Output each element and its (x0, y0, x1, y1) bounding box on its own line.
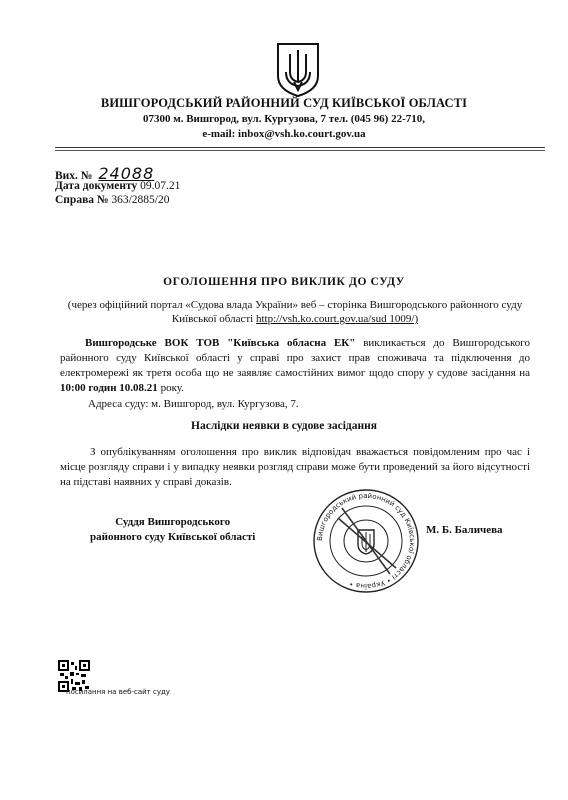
court-seal (312, 488, 420, 594)
publication-note-text: (через офіційний портал «Судова влада України» веб – сторінка Вишгородського районного суду Київської області (67, 299, 523, 325)
judge-title-line2: районного суду Київської області (90, 531, 256, 543)
judge-name: М. Б. Баличева (426, 524, 503, 536)
outgoing-number-handwritten: 24088 (98, 164, 155, 183)
case-value: 363/2885/20 (111, 194, 170, 206)
consequences-title: Наслідки неявки в судове засідання (191, 420, 377, 432)
document-date (55, 180, 180, 192)
court-address: 07300 м. Вишгород, вул. Кургузова, 7 тел. (045 96) 22-710, (142, 113, 426, 125)
seal-text: Вишгородський районний суд Київської області • Україна • (315, 491, 417, 591)
case-label: Справа № (55, 194, 109, 206)
consequences-paragraph: З опублікуванням оголошення про виклик відповідач вважається повідомленим про час і місце розгляду справи і у випадку неявки розгляд справи може бути проведений за його відсутності на підставі наявних у справі доказів. (60, 446, 530, 488)
court-website-link[interactable]: http://vsh.ko.court.gov.ua/sud 1009/) (255, 313, 419, 325)
summons-text: викликається до Вишгородського районного суду Київської області у справі про захист прав споживача та підключення до електромережі як третя особа що не заявляє самостійних вимог щодо спору у судове засідання на (60, 337, 531, 379)
summoned-party: Вишгородське ВОК ТОВ "Київська обласна ЕК" (85, 337, 356, 349)
coat-of-arms-icon (274, 42, 322, 98)
qr-caption: посилання на веб-сайт суду (66, 688, 170, 696)
court-location: Адреса суду: м. Вишгород, вул. Кургузова, 7. (88, 398, 299, 410)
case-number (55, 194, 169, 206)
summons-text-end: року. (157, 382, 184, 394)
court-name: ВИШГОРОДСЬКИЙ РАЙОННИЙ СУД КИЇВСЬКОЇ ОБЛАСТІ (100, 96, 468, 110)
outgoing-label: Вих. № (55, 170, 93, 182)
judge-title-line1: Суддя Вишгородського (115, 516, 231, 528)
date-label: Дата документу (55, 180, 138, 192)
judge-title (90, 515, 255, 545)
court-email: e-mail: inbox@vsh.ko.court.gov.ua (202, 128, 366, 140)
hearing-datetime: 10:00 годин 10.08.21 (60, 382, 158, 394)
date-value: 09.07.21 (140, 180, 181, 192)
header-divider (55, 147, 545, 148)
publication-note (60, 298, 530, 326)
header-divider-secondary (55, 150, 545, 151)
notice-title: ОГОЛОШЕННЯ ПРО ВИКЛИК ДО СУДУ (163, 276, 405, 288)
summons-paragraph (60, 336, 530, 396)
